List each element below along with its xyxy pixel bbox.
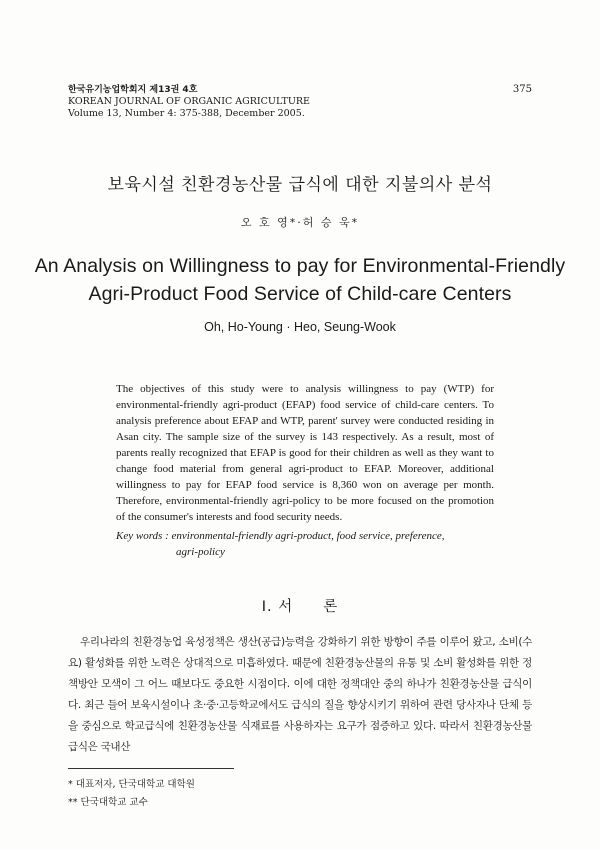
body-paragraph: 우리나라의 친환경농업 육성정책은 생산(공급)능력을 강화하기 위한 방향이 주를 이루어 왔고, 소비(수요) 활성화를 위한 노력은 상대적으로 미흡하였다. 때문에 친환경농산물의 유통 및 소비 활성화를 위한 정책방안 모색이 그 어느 때보다도 중요한 시점이다. 이에 대한 정책대안 중의 하나가 친환경농산물 급식이다. 최근 들어 보육시설이나 초·중·고등학교에서도 급식의 질을 향상시키기 위하여 관련 당사자나 단체 등을 중심으로 학교급식에 친환경농산물 식재료를 사용하자는 요구가 점증하고 있다. 따라서 친환경농산물 급식은 국내산: [68, 636, 532, 753]
footnotes: [68, 776, 195, 812]
authors-english: Oh, Ho-Young · Heo, Seung-Wook: [204, 320, 396, 334]
journal-title-korean: 한국유기농업학회지 제13권 4호: [68, 85, 198, 95]
footnote-2: ** 단국대학교 교수: [68, 797, 148, 808]
section-heading: [0, 595, 600, 616]
paper-title-korean: 보육시설 친환경농산물 급식에 대한 지불의사 분석: [107, 175, 493, 195]
page-number: 375: [512, 84, 532, 95]
footnote-divider: [68, 768, 234, 769]
keywords-line-1: environmental-friendly agri-product, food service, preference,: [171, 530, 445, 542]
section-heading-end: 론: [323, 599, 339, 615]
journal-title-english: KOREAN JOURNAL OF ORGANIC AGRICULTURE: [68, 96, 310, 107]
title-english-line-2: Agri-Product Food Service of Child-care Centers: [88, 283, 512, 305]
keywords: [116, 528, 494, 560]
footnote-1: * 대표저자, 단국대학교 대학원: [68, 779, 195, 790]
keywords-label: Key words :: [116, 530, 169, 542]
journal-header: [68, 84, 310, 120]
journal-volume: Volume 13, Number 4: 375-388, December 2005.: [68, 108, 305, 119]
title-english-line-1: An Analysis on Willingness to pay for Environmental-Friendly: [34, 255, 566, 277]
section-heading-start: I. 서: [261, 599, 294, 615]
keywords-line-2: agri-policy: [176, 546, 225, 558]
abstract: The objectives of this study were to analysis willingness to pay (WTP) for environmental-friendly agri-product (EFAP) food service of child-care centers. To analysis preference about EFAP and WTP, parent' survey were conducted residing in Asan city. The sample size of the survey is 143 respectively. As a result, most of parents really recognized that EFAP is good for their children as well as they want to change food material from general agri-product to EFAP. Moreover, additional willingness to pay for EFAP food service is 8,360 won on average per month. Therefore, environmental-friendly agri-policy to be more focused on the promotion of the consumer's interests and food security needs.: [116, 383, 494, 523]
paper-title-english: [0, 252, 600, 308]
authors-korean: 오 호 영*·허 승 욱*: [240, 216, 360, 229]
